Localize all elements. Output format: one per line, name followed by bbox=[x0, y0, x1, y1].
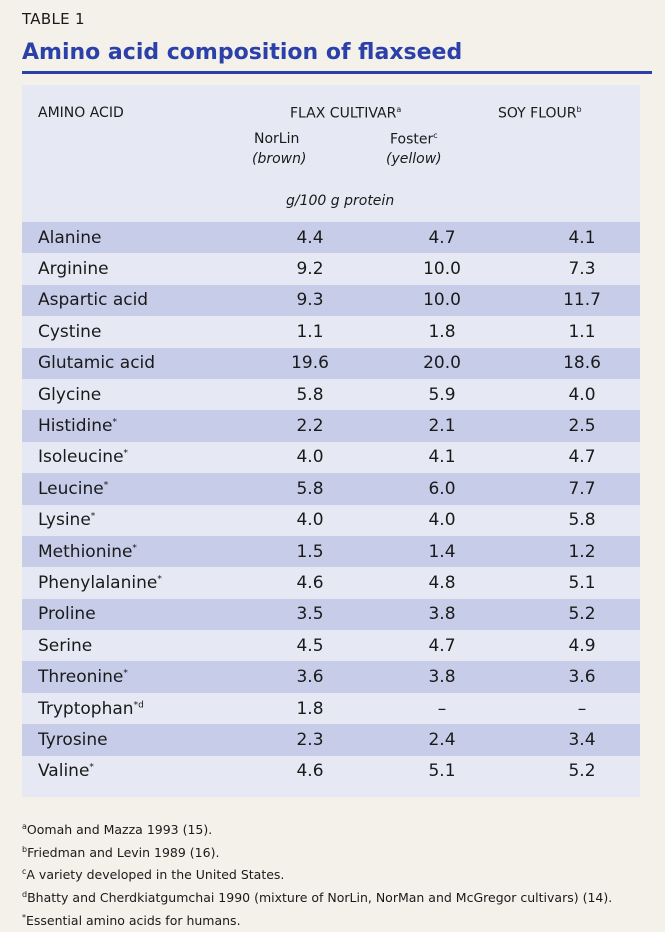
header-units: g/100 g protein bbox=[286, 193, 395, 209]
table-row bbox=[22, 473, 640, 504]
amino-acid-name: Threonine* bbox=[38, 667, 128, 688]
norlin-value: 4.0 bbox=[296, 510, 324, 531]
table-title: Amino acid composition of flaxseed bbox=[22, 40, 463, 65]
amino-acid-name: Phenylalanine* bbox=[38, 572, 162, 593]
soy-flour-value: 7.7 bbox=[568, 478, 596, 499]
foster-value: 4.1 bbox=[428, 447, 456, 468]
amino-acid-name: Tryptophan$^{*d}$ bbox=[38, 698, 144, 719]
foster-value: 5.1 bbox=[428, 761, 456, 782]
footnote-mark: *d bbox=[133, 699, 144, 710]
table-row bbox=[22, 693, 640, 724]
header-soy-flour: SOY FLOUR$^b$ bbox=[498, 105, 582, 122]
footnote-mark: d bbox=[22, 889, 28, 899]
norlin-value: 3.6 bbox=[296, 667, 324, 688]
soy-flour-value: 5.2 bbox=[568, 604, 596, 625]
amino-acid-name: Proline bbox=[38, 604, 96, 625]
footnote-mark: * bbox=[22, 912, 26, 922]
soy-flour-value: 18.6 bbox=[563, 353, 601, 374]
amino-acid-name: Methionine* bbox=[38, 541, 137, 562]
foster-value: 2.1 bbox=[428, 416, 456, 437]
footnote-mark: * bbox=[132, 542, 137, 553]
soy-flour-value: 5.1 bbox=[568, 572, 596, 593]
footnote-text: A variety developed in the United States. bbox=[26, 867, 285, 883]
amino-acid-name: Aspartic acid bbox=[38, 290, 149, 311]
soy-flour-value: 3.6 bbox=[568, 667, 596, 688]
table-row bbox=[22, 442, 640, 473]
table-row bbox=[22, 724, 640, 755]
footnote-text: Essential amino acids for humans. bbox=[26, 912, 241, 928]
header-foster-color: (yellow) bbox=[386, 151, 442, 167]
footnote bbox=[22, 840, 612, 863]
footnote-mark: * bbox=[103, 480, 109, 491]
header-norlin-color: (brown) bbox=[252, 151, 307, 167]
norlin-value: 4.0 bbox=[296, 447, 324, 468]
table-row bbox=[22, 630, 640, 661]
norlin-value: 9.2 bbox=[296, 259, 324, 280]
amino-acid-name: Cystine bbox=[38, 321, 102, 342]
norlin-value: 1.1 bbox=[296, 321, 324, 342]
foster-value: 4.7 bbox=[428, 635, 456, 656]
foster-value: 4.0 bbox=[428, 510, 456, 531]
footnote bbox=[22, 862, 612, 885]
footnote bbox=[22, 817, 612, 840]
norlin-value: 3.5 bbox=[296, 604, 324, 625]
soy-flour-value: 5.2 bbox=[568, 761, 596, 782]
norlin-value: 4.4 bbox=[296, 227, 324, 248]
table-row bbox=[22, 253, 640, 284]
amino-acid-name: Valine* bbox=[38, 761, 94, 782]
header-amino-acid: AMINO ACID bbox=[38, 105, 124, 121]
table-row bbox=[22, 599, 640, 630]
soy-flour-value: 4.1 bbox=[568, 227, 596, 248]
table-row bbox=[22, 285, 640, 316]
foster-value: 2.4 bbox=[428, 729, 456, 750]
foster-value: 3.8 bbox=[428, 604, 456, 625]
amino-acid-name: Glycine bbox=[38, 384, 102, 405]
amino-acid-name: Histidine* bbox=[38, 416, 117, 437]
foster-value: 3.8 bbox=[428, 667, 456, 688]
soy-flour-value: 5.8 bbox=[568, 510, 596, 531]
footnote-mark: a bbox=[22, 822, 27, 831]
amino-acid-name: Glutamic acid bbox=[38, 353, 156, 374]
footnote-text: Friedman and Levin 1989 (16). bbox=[27, 844, 220, 860]
footnote-mark: c bbox=[22, 867, 27, 877]
footnote bbox=[22, 908, 612, 931]
table-row bbox=[22, 756, 640, 787]
soy-flour-value: 11.7 bbox=[563, 290, 601, 311]
header-norlin: NorLin bbox=[254, 131, 300, 147]
amino-acid-name: Leucine* bbox=[38, 478, 109, 499]
footnote-text: Oomah and Mazza 1993 (15). bbox=[26, 822, 213, 838]
soy-flour-value: – bbox=[577, 698, 587, 719]
footnote-mark: * bbox=[157, 574, 162, 585]
foster-value: 1.8 bbox=[428, 321, 456, 342]
norlin-value: 5.8 bbox=[296, 384, 324, 405]
soy-flour-value: 4.0 bbox=[568, 384, 596, 405]
norlin-value: 2.3 bbox=[296, 729, 324, 750]
norlin-value: 1.8 bbox=[296, 698, 324, 719]
footnote-text: Bhatty and Cherdkiatgumchai 1990 (mixture of NorLin, NorMan and McGregor cultivars) (14). bbox=[27, 890, 613, 906]
soy-flour-value: 4.7 bbox=[568, 447, 596, 468]
amino-acid-name: Lysine* bbox=[38, 510, 96, 531]
soy-flour-value: 1.2 bbox=[568, 541, 596, 562]
footnote-mark: * bbox=[123, 448, 129, 459]
table-row bbox=[22, 661, 640, 692]
amino-acid-name: Alanine bbox=[38, 227, 102, 248]
foster-value: 20.0 bbox=[423, 353, 461, 374]
footnote bbox=[22, 885, 612, 908]
foster-value: 6.0 bbox=[428, 478, 456, 499]
table-row bbox=[22, 505, 640, 536]
amino-acid-name: Serine bbox=[38, 635, 93, 656]
table-row bbox=[22, 410, 640, 441]
amino-acid-name: Isoleucine* bbox=[38, 447, 129, 468]
footnotes bbox=[22, 817, 612, 930]
foster-value: 5.9 bbox=[428, 384, 456, 405]
header-flax-cultivar: FLAX CULTIVAR$^a$ bbox=[290, 105, 402, 122]
soy-flour-value: 7.3 bbox=[568, 259, 596, 280]
foster-value: 1.4 bbox=[428, 541, 456, 562]
table-row bbox=[22, 536, 640, 567]
header-foster: Foster$^c$ bbox=[390, 131, 438, 148]
norlin-value: 4.5 bbox=[296, 635, 324, 656]
table-row bbox=[22, 379, 640, 410]
amino-acid-name: Arginine bbox=[38, 259, 109, 280]
norlin-value: 19.6 bbox=[291, 353, 329, 374]
norlin-value: 4.6 bbox=[296, 761, 324, 782]
footnote-mark: b bbox=[22, 844, 28, 854]
table-row bbox=[22, 222, 640, 253]
table-label: TABLE 1 bbox=[22, 10, 85, 28]
foster-value: 10.0 bbox=[423, 259, 461, 280]
foster-value: 4.7 bbox=[428, 227, 456, 248]
foster-value: 10.0 bbox=[423, 290, 461, 311]
soy-flour-value: 3.4 bbox=[568, 729, 596, 750]
title-rule bbox=[22, 71, 652, 74]
norlin-value: 5.8 bbox=[296, 478, 324, 499]
footnote-mark: * bbox=[90, 511, 96, 522]
table-row bbox=[22, 348, 640, 379]
soy-flour-value: 2.5 bbox=[568, 416, 596, 437]
footnote-mark: * bbox=[89, 762, 94, 773]
amino-acid-name: Tyrosine bbox=[38, 729, 108, 750]
norlin-value: 9.3 bbox=[296, 290, 324, 311]
soy-flour-value: 1.1 bbox=[568, 321, 596, 342]
table-row bbox=[22, 567, 640, 598]
norlin-value: 1.5 bbox=[296, 541, 324, 562]
footnote-mark: * bbox=[112, 417, 117, 428]
footnote-mark: * bbox=[123, 668, 128, 679]
soy-flour-value: 4.9 bbox=[568, 635, 596, 656]
norlin-value: 4.6 bbox=[296, 572, 324, 593]
table-row bbox=[22, 316, 640, 347]
foster-value: 4.8 bbox=[428, 572, 456, 593]
norlin-value: 2.2 bbox=[296, 416, 324, 437]
table-body bbox=[22, 222, 640, 787]
foster-value: – bbox=[437, 698, 447, 719]
